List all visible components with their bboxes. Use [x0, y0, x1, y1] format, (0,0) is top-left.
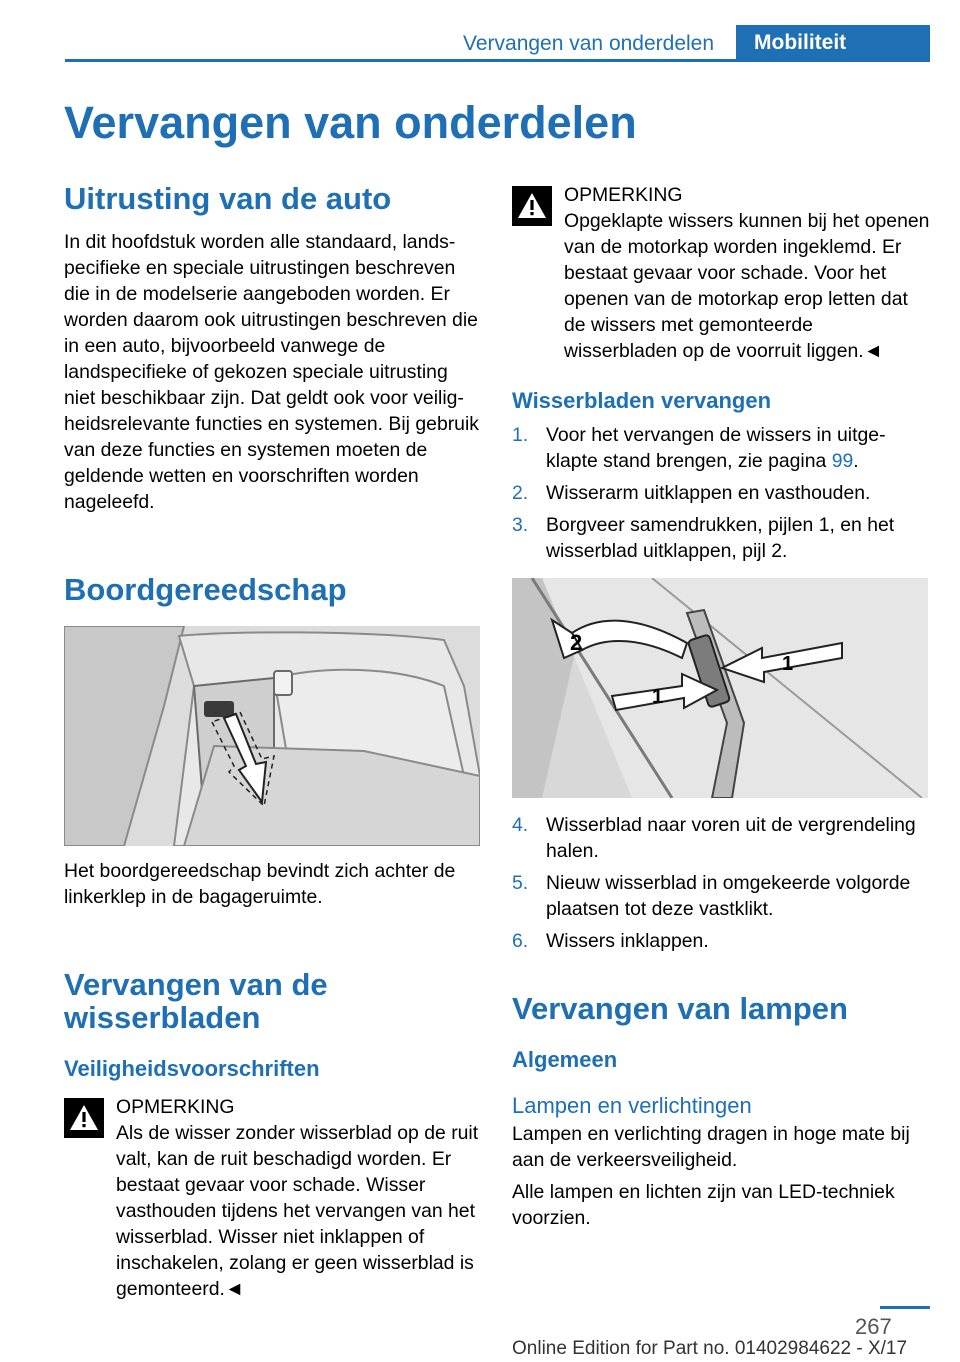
step-text: Wisserarm uitklappen en vasthouden. [546, 482, 871, 504]
running-header-section: Vervangen van onderdelen [463, 32, 715, 55]
warning-icon [64, 1098, 104, 1138]
footer-rule [880, 1306, 930, 1309]
list-item [512, 812, 930, 864]
step-text-end: . [853, 450, 859, 472]
lamps-text-1: Lampen en verlichting dragen in hoge mate bij aan de verkeersveiligheid. [512, 1123, 910, 1171]
left-column [64, 182, 482, 1302]
toolkit-caption: Het boordgereedschap bevindt zich achter de linkerklep in de bagageruimte. [64, 860, 456, 908]
arrow-label-1a: 1 [782, 653, 794, 675]
list-item [512, 422, 930, 474]
warning-text-line-wrap [64, 1120, 482, 1302]
step-text: Nieuw wisserblad in omgekeerde volgorde plaatsen tot deze vastklikt. [546, 872, 911, 920]
warning-text: Opgeklapte wissers kunnen bij het openen van de motorkap worden ingeklemd. Er bestaat gevaar voor schade. Voor het openen van de motorkap erop letten dat de wissers met gemonteerde wisserbladen op de voorruit liggen.◄ [564, 210, 930, 362]
list-item [512, 928, 930, 954]
page-title: Vervangen van onderdelen [64, 97, 637, 148]
footer-edition: Online Edition for Part no. 01402984622 - X/17 [512, 1338, 908, 1359]
steps-list-b [512, 812, 930, 954]
lamps-sub-heading: Lampen en verlichtingen [512, 1093, 752, 1118]
wiper-figure [512, 578, 928, 798]
steps-list-a [512, 422, 930, 564]
warning-icon [512, 186, 552, 226]
list-item [512, 512, 930, 564]
step-number: 5. [512, 872, 529, 894]
step-number: 4. [512, 814, 529, 836]
lamps-text-2: Alle lampen en lichten zijn van LED-techniek voorzien. [512, 1181, 895, 1229]
warning-title: OPMERKING [564, 184, 683, 206]
page-link[interactable]: 99 [831, 450, 854, 472]
lamps-heading: Vervangen van lampen [512, 991, 848, 1026]
header-rule [65, 59, 930, 62]
page-number: 267 [855, 1314, 892, 1339]
step-number: 1. [512, 424, 529, 446]
step-number: 3. [512, 514, 529, 536]
wipers-heading: Vervangen van de wisserbladen [64, 967, 328, 1035]
step-text: Wisserblad naar voren uit de vergrendeling halen. [546, 814, 916, 862]
warning-box-hood [512, 182, 930, 364]
step-text: Wissers inklappen. [546, 930, 709, 952]
warning-title: OPMERKING [116, 1096, 235, 1118]
right-column [512, 182, 930, 1231]
warning-text-wrap [512, 208, 930, 364]
arrow-label-1b: 1 [652, 686, 664, 708]
toolkit-figure [64, 626, 480, 846]
step-number: 2. [512, 482, 529, 504]
equipment-heading: Uitrusting van de auto [64, 181, 392, 216]
list-item [512, 870, 930, 922]
warning-box-wipers [64, 1094, 482, 1302]
safety-heading: Veiligheidsvoorschriften [64, 1056, 320, 1081]
running-header-chapter-tab: Mobiliteit [736, 25, 930, 61]
step-text: Voor het vervangen de wissers in uitgeklapte stand brengen, zie pagina [546, 424, 886, 472]
warning-text: Als de wisser zonder wisserblad op de ruit valt, kan de ruit beschadigd worden. Er bestaat gevaar voor schade. Wisser vasthouden tijdens het vervangen van het wisserblad. Wisser niet inklappen of inschakelen, zolang er geen wisserblad is gemonteerd.◄ [116, 1122, 479, 1300]
list-item [512, 480, 930, 506]
arrow-label-2: 2 [570, 630, 583, 655]
step-text: Borgveer samendrukken, pijlen 1, en het wisserblad uitklappen, pijl 2. [546, 514, 895, 562]
step-number: 6. [512, 930, 529, 952]
equipment-text: In dit hoofdstuk worden alle standaard, landspecifieke en speciale uitrustingen beschreven die in de modelserie aangeboden worden. Er worden daarom ook uitrustingen beschreven die in een auto, bijvoorbeeld vanwege de landspecifieke of gekozen speciale uitrusting niet beschikbaar zijn. Dat geldt ook voor veiligheidsrelevante functies en systemen. Bij gebruik van deze functies en systemen moeten de geldende wetten en voorschriften worden nageleefd. [64, 231, 479, 513]
lamps-general-heading: Algemeen [512, 1047, 618, 1072]
replace-wiper-heading: Wisserbladen vervangen [512, 388, 772, 413]
toolkit-heading: Boordgereedschap [64, 572, 347, 607]
